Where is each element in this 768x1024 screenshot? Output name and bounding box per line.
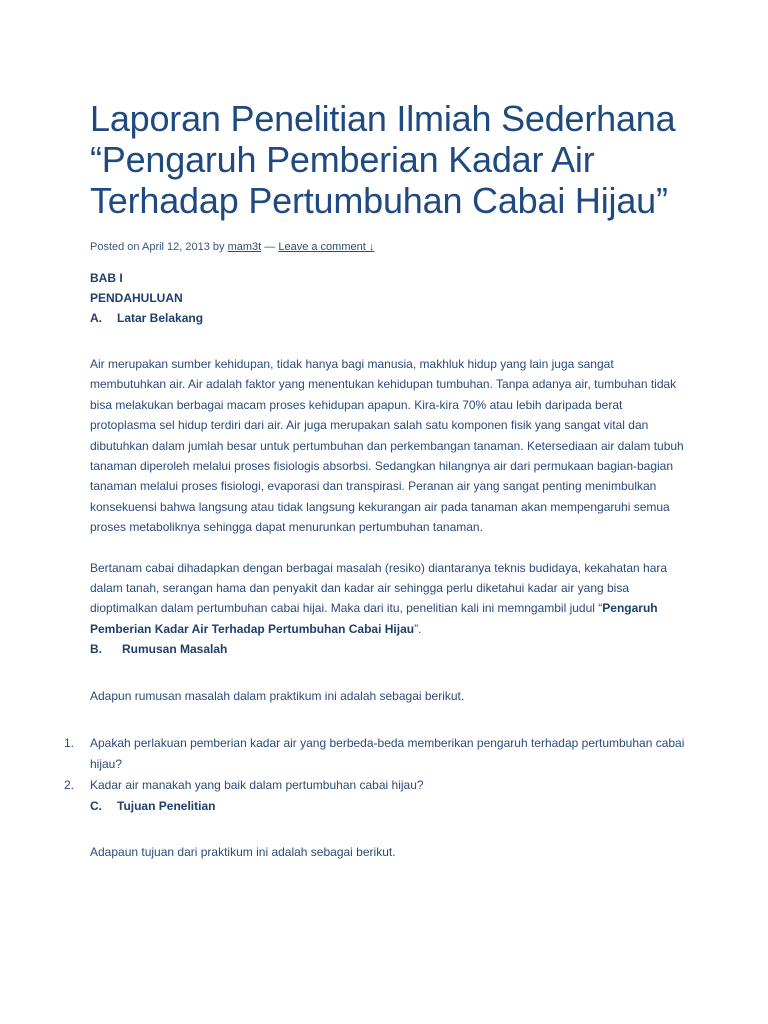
question-list (64, 733, 690, 796)
section-a-letter: A. (90, 311, 102, 325)
paragraph-2-end: ”. (414, 621, 422, 636)
section-a-label: Latar Belakang (117, 311, 204, 325)
paragraph-rumusan: Adapun rumusan masalah dalam praktikum ini adalah sebagai berikut. (90, 689, 465, 704)
paragraph-2-text: Bertanam cabai dihadapkan dengan berbagai masalah (resiko) diantaranya teknis budidaya, kekahatan hara dalam tanah, serangan hama dan penyakit dan kadar air sehingga perlu diketahui kadar air yang bisa dioptimalkan dalam pertumbuhan cabai hijai. Maka dari itu, penelitian kali ini memngambil judul “ (90, 560, 668, 616)
section-c-label: Tujuan Penelitian (117, 798, 216, 813)
post-meta (90, 240, 690, 254)
leave-comment-link[interactable]: Leave a comment ↓ (278, 241, 375, 253)
section-c-heading (90, 796, 690, 816)
list-item (64, 775, 690, 796)
article (64, 98, 690, 862)
section-a-heading (90, 308, 690, 328)
paragraph-bertanam-cabai (90, 558, 690, 640)
bab-heading: BAB I (90, 271, 123, 285)
list-item-number: 2. (64, 777, 75, 792)
list-item-text: Apakah perlakuan pemberian kadar air yang berbeda-beda memberikan pengaruh terhadap pertumbuhan cabai hijau? (90, 735, 685, 771)
paragraph-tujuan: Adapaun tujuan dari praktikum ini adalah sebagai berikut. (90, 844, 396, 859)
section-b-label: Rumusan Masalah (122, 642, 228, 657)
author-link[interactable]: mam3t (227, 241, 262, 253)
paragraph-2-bold-title: Pengaruh Pemberian Kadar Air Terhadap Pertumbuhan Cabai Hijau (90, 601, 658, 636)
section-b-letter: B. (90, 642, 102, 657)
section-b-heading (90, 639, 690, 659)
list-item (64, 733, 690, 775)
list-item-number: 1. (64, 735, 75, 750)
section-c-letter: C. (90, 798, 102, 813)
list-item-text: Kadar air manakah yang baik dalam pertumbuhan cabai hijau? (90, 777, 424, 792)
article-title: Laporan Penelitian Ilmiah Sederhana “Pengaruh Pemberian Kadar Air Terhadap Pertumbuhan Cabai Hijau” (90, 98, 676, 221)
paragraph-latar-belakang: Air merupakan sumber kehidupan, tidak hanya bagi manusia, makhluk hidup yang lain juga sangat membutuhkan air. Air adalah faktor yang menentukan kehidupan tumbuhan. Tanpa adanya air, tumbuhan tidak bisa melakukan berbagai macam proses kehidupan apapun. Kira-kira 70% atau lebih daripada berat protoplasma sel hidup terdiri dari air. Air juga merupakan salah satu komponen fisik yang sangat vital dan dibutuhkan dalam jumlah besar untuk pertumbuhan dan perkembangan tanaman. Ketersediaan air dalam tubuh tanaman diperoleh melalui proses fisiologis absorbsi. Sedangkan hilangnya air dari permukaan bagian-bagian tanaman melalui proses fisiologi, evaporasi dan transpirasi. Peranan air yang sangat penting menimbulkan konsekuensi bahwa langsung atau tidak langsung kekurangan air pada tanaman akan mempengaruhi semua proses metaboliknya sehingga dapat menurunkan pertumbuhan tanaman. (90, 357, 684, 535)
meta-separator: — (261, 241, 279, 253)
chapter-heading: PENDAHULUAN (90, 291, 183, 305)
posted-date: Posted on April 12, 2013 by (90, 241, 228, 253)
